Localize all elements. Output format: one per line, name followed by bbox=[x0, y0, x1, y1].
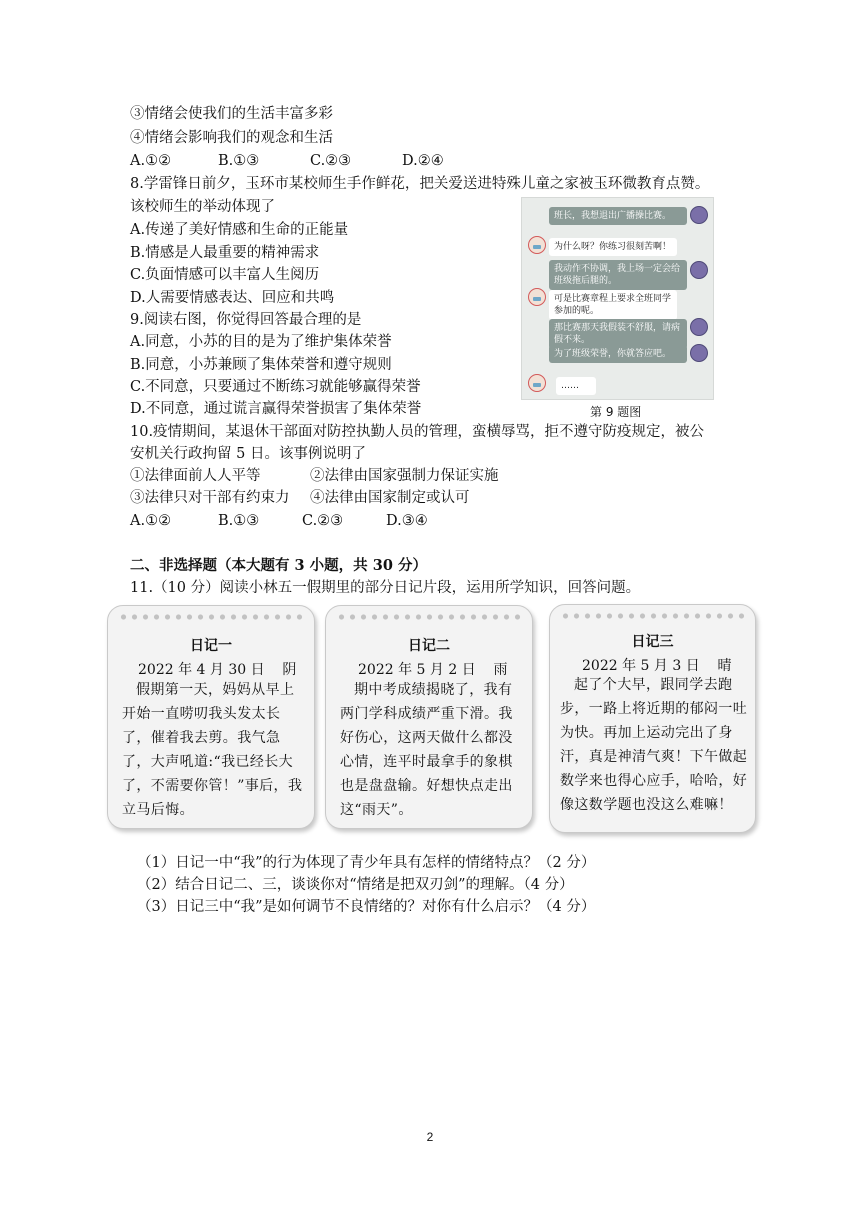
diary-body: 期中考成绩揭晓了，我有两门学科成绩严重下滑。我好伤心，这两天做什么都没心情，连平时最拿手的象棋也是盘盘输。好想快点走出这“雨天”。 bbox=[340, 682, 513, 818]
q9-choice-b: B.同意，小苏兼顾了集体荣誉和遵守规则 bbox=[130, 357, 392, 373]
q10-stem: 10.疫情期间，某退休干部面对防控执勤人员的管理，蛮横辱骂，拒不遵守防疫规定，被公 bbox=[130, 424, 705, 440]
q10-choice-a: A.①② bbox=[130, 513, 172, 529]
classmate-avatar-icon bbox=[690, 261, 708, 279]
q7-choice-b: B.①③ bbox=[218, 153, 260, 169]
q9-stem: 9.阅读右图，你觉得回答最合理的是 bbox=[130, 312, 362, 328]
binding-dots bbox=[336, 612, 522, 622]
q9-choice-d: D.不同意，通过谎言赢得荣誉损害了集体荣誉 bbox=[130, 401, 422, 417]
q10-option-1: ①法律面前人人平等 bbox=[130, 468, 261, 484]
q7-choice-c: C.②③ bbox=[310, 153, 352, 169]
q7-choice-d: D.②④ bbox=[402, 153, 444, 169]
diary-body: 假期第一天，妈妈从早上开始一直唠叨我头发太长了，催着我去剪。我气急了，大声吼道:“我已经长大了，不需要你管！”事后，我立马后悔。 bbox=[122, 682, 303, 818]
diary-date: 2022 年 5 月 3 日 晴 bbox=[582, 658, 732, 674]
q8-choice-c: C.负面情感可以丰富人生阅历 bbox=[130, 267, 320, 283]
q10-option-3: ③法律只对干部有约束力 bbox=[130, 490, 290, 506]
q8-choice-a: A.传递了美好情感和生命的正能量 bbox=[130, 222, 349, 238]
q10-option-2: ②法律由国家强制力保证实施 bbox=[310, 468, 499, 484]
q11-part-1: （1）日记一中“我”的行为体现了青少年具有怎样的情绪特点？（2 分） bbox=[137, 855, 596, 871]
figure-caption: 第 9 题图 bbox=[590, 405, 642, 419]
q10-choice-b: B.①③ bbox=[218, 513, 260, 529]
q7-choice-a: A.①② bbox=[130, 153, 172, 169]
option-line: ③情绪会使我们的生活丰富多彩 bbox=[130, 106, 333, 122]
q11-part-3: （3）日记三中“我”是如何调节不良情绪的？对你有什么启示？（4 分） bbox=[137, 899, 596, 915]
binding-dots bbox=[118, 612, 304, 622]
diary-title: 日记二 bbox=[408, 638, 450, 654]
diary-title: 日记一 bbox=[190, 638, 232, 654]
q10-stem-cont: 安机关行政拘留 5 日。该事例说明了 bbox=[130, 446, 366, 462]
diary-card-2 bbox=[325, 605, 533, 829]
option-line: ④情绪会影响我们的观念和生活 bbox=[130, 130, 333, 146]
diary-body: 起了个大早，跟同学去跑步，一路上将近期的郁闷一吐为快。再加上运动完出了身汗，真是神清气爽！下午做起数学来也得心应手，哈哈，好像这数学题也没这么难嘛！ bbox=[560, 677, 748, 813]
chat-message-right: 为了班级荣誉，你就答应吧。 bbox=[549, 345, 687, 363]
q10-option-4: ④法律由国家制定或认可 bbox=[310, 490, 470, 506]
classmate-avatar-icon bbox=[690, 206, 708, 224]
q8-stem: 8.学雷锋日前夕，玉环市某校师生手作鲜花，把关爱送进特殊儿童之家被玉环微教育点赞。 bbox=[130, 176, 710, 192]
classmate-avatar-icon bbox=[690, 318, 708, 336]
diary-title: 日记三 bbox=[631, 634, 674, 650]
q8-choice-d: D.人需要情感表达、回应和共鸣 bbox=[130, 290, 335, 306]
q8-choice-b: B.情感是人最重要的精神需求 bbox=[130, 245, 320, 261]
diary-card-1 bbox=[107, 605, 315, 829]
q10-choice-d: D.③④ bbox=[386, 513, 428, 529]
monitor-avatar-icon bbox=[528, 374, 546, 392]
q10-choice-c: C.②③ bbox=[302, 513, 344, 529]
q11-stem: 11.（10 分）阅读小林五一假期里的部分日记片段，运用所学知识，回答问题。 bbox=[130, 580, 641, 596]
diary-card-3 bbox=[549, 604, 756, 833]
chat-message-left: 为什么呀？你练习很刻苦啊！ bbox=[549, 238, 677, 256]
q8-stem-cont: 该校师生的举动体现了 bbox=[130, 199, 275, 215]
classmate-avatar-icon bbox=[690, 344, 708, 362]
page-number: 2 bbox=[426, 1130, 434, 1144]
monitor-avatar-icon bbox=[528, 236, 546, 254]
chat-message-left: 可是比赛章程上要求全班同学参加的呢。 bbox=[549, 290, 677, 320]
chat-message-right: 班长，我想退出广播操比赛。 bbox=[549, 207, 687, 225]
chat-message-left: …… bbox=[556, 377, 596, 395]
diary-date: 2022 年 5 月 2 日 雨 bbox=[358, 662, 508, 678]
chat-message-right: 那比赛那天我假装不舒服，请病假不来。 bbox=[549, 319, 687, 349]
diary-date: 2022 年 4 月 30 日 阴 bbox=[138, 662, 297, 678]
binding-dots bbox=[560, 611, 745, 621]
q9-choice-c: C.不同意，只要通过不断练习就能够赢得荣誉 bbox=[130, 379, 421, 395]
monitor-avatar-icon bbox=[528, 288, 546, 306]
chat-message-right: 我动作不协调，我上场一定会给班级拖后腿的。 bbox=[549, 260, 687, 290]
q11-part-2: （2）结合日记二、三，谈谈你对“情绪是把双刃剑”的理解。（4 分） bbox=[137, 877, 574, 893]
chat-figure bbox=[521, 197, 714, 400]
q9-choice-a: A.同意，小苏的目的是为了维护集体荣誉 bbox=[130, 334, 392, 350]
section-heading: 二、非选择题（本大题有 3 小题，共 30 分） bbox=[130, 557, 427, 574]
